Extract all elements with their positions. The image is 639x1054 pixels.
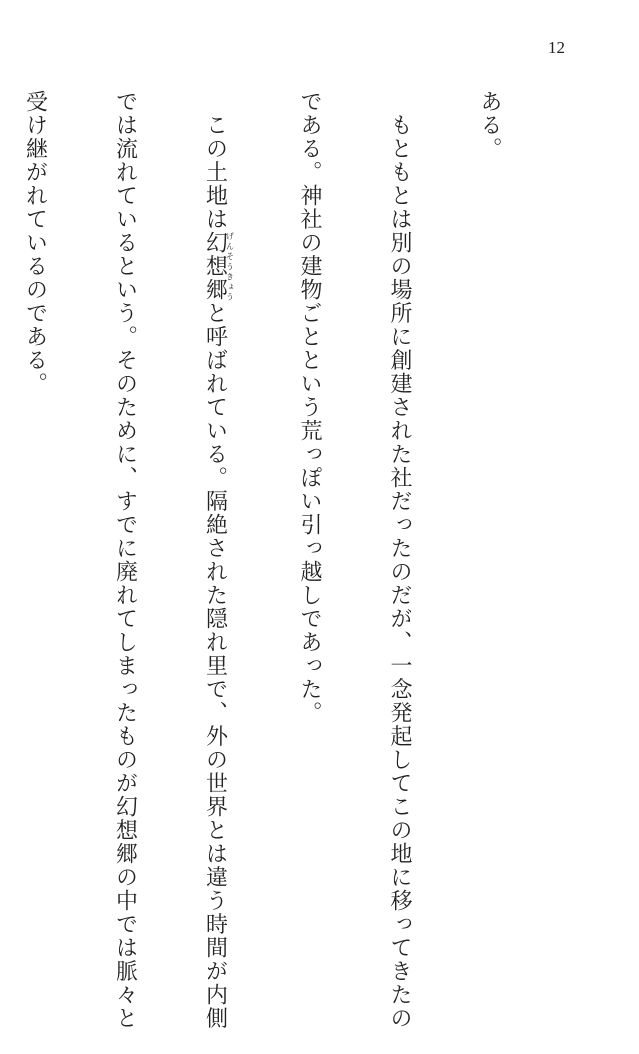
page-number: 12 — [548, 38, 565, 57]
text-line-4-before: この土地は — [202, 90, 228, 231]
text-line-6: 受け継がれているのである。 — [22, 90, 48, 396]
text-line-4-after: と呼ばれている。隔絶された隠れ里で、外の世界とは違う時間が内側 — [202, 301, 228, 1030]
text-line-5: では流れているという。そのために、すでに廃れてしまったものが幻想郷の中では脈々と — [112, 90, 138, 1030]
ruby-gensokyo-reading: げんそうきょう — [225, 231, 235, 302]
text-line-4 — [200, 90, 235, 1030]
text-line-1: ある。 — [477, 90, 502, 161]
text-line-2: もともとは別の場所に創建された社だったのだが、一念発起してこの地に移ってきたの — [387, 90, 412, 1030]
body-text — [22, 90, 564, 1030]
ruby-gensokyo — [202, 231, 235, 302]
text-line-3: である。神社の建物ごとという荒っぽい引っ越しであった。 — [297, 90, 322, 725]
ruby-gensokyo-base: 幻想郷 — [202, 231, 228, 302]
